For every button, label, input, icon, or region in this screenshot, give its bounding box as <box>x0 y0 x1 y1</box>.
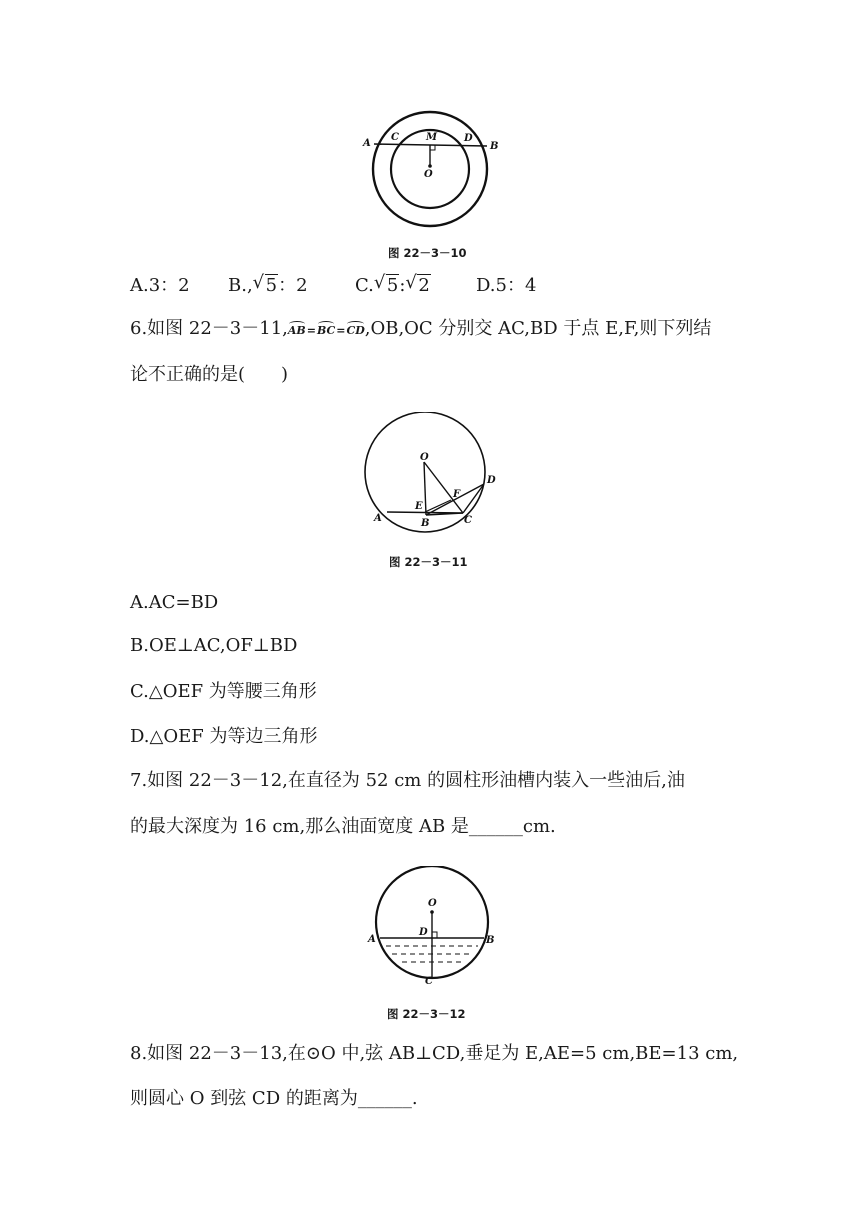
label-B: B <box>490 141 499 152</box>
q5-option-a: A.3：2 <box>130 275 190 296</box>
label-O: O <box>428 898 437 909</box>
segment-OB <box>424 462 426 515</box>
arc-CD: CD <box>346 321 364 336</box>
q5-options <box>130 272 537 296</box>
q6-line-2: 论不正确的是( ) <box>130 364 289 385</box>
q6-option-c: C.△OEF 为等腰三角形 <box>130 681 317 702</box>
label-A: A <box>363 138 371 149</box>
label-O: O <box>424 169 433 180</box>
q6-option-a: A.AC=BD <box>130 592 219 613</box>
label-D: D <box>464 133 473 144</box>
figure-22-3-11 <box>360 412 510 542</box>
figure-22-3-10 <box>360 110 500 235</box>
chord-BC <box>426 513 463 515</box>
point-O <box>430 910 434 914</box>
label-E: E <box>415 501 423 512</box>
label-A: A <box>374 513 382 524</box>
label-D: D <box>487 475 496 486</box>
arc-AB: AB <box>288 321 306 336</box>
q6-option-b: B.OE⊥AC,OF⊥BD <box>130 635 298 656</box>
label-F: F <box>453 489 461 500</box>
chord-AC <box>387 512 463 513</box>
label-B: B <box>486 935 495 946</box>
q5-option-d: D.5：4 <box>476 275 537 296</box>
q6-option-d: D.△OEF 为等边三角形 <box>130 726 318 747</box>
figure-22-3-12 <box>362 866 502 986</box>
segment-EF <box>425 500 451 512</box>
label-A: A <box>368 934 376 945</box>
q5-c-radicand-1: 5 <box>386 275 399 296</box>
point-O <box>428 164 432 168</box>
label-D: D <box>419 927 428 938</box>
right-angle-mark <box>432 932 437 938</box>
arc-BC: BC <box>317 321 335 336</box>
caption-22-3-12: 图 22－3－12 <box>387 1007 466 1021</box>
label-C: C <box>425 976 433 986</box>
caption-22-3-11: 图 22－3－11 <box>389 555 468 569</box>
q7-line-1: 7.如图 22－3－12,在直径为 52 cm 的圆柱形油槽内装入一些油后,油 <box>130 770 685 791</box>
q8-line-2: 则圆心 O 到弦 CD 的距离为______. <box>130 1088 418 1109</box>
label-M: M <box>426 132 438 143</box>
q5-option-c: C. √ 5: √ 2 <box>355 272 430 296</box>
q5-option-b: B., √ 5：2 <box>228 272 308 296</box>
label-C: C <box>464 515 472 526</box>
q7-line-2: 的最大深度为 16 cm,那么油面宽度 AB 是______cm. <box>130 816 556 837</box>
caption-22-3-10: 图 22－3－10 <box>388 246 467 260</box>
q6-line-1: 6.如图 22－3－11,AB=BC=CD,OB,OC 分别交 AC,BD 于点 E,F,则下列结 <box>130 318 712 339</box>
q8-line-1: 8.如图 22－3－13,在⊙O 中,弦 AB⊥CD,垂足为 E,AE=5 cm,BE=13 cm, <box>130 1043 739 1064</box>
q5-c-radicand-2: 2 <box>418 275 430 296</box>
label-O: O <box>420 452 429 463</box>
label-C: C <box>391 132 399 143</box>
label-B: B <box>421 518 430 529</box>
q5-b-radicand: 5 <box>265 275 278 296</box>
